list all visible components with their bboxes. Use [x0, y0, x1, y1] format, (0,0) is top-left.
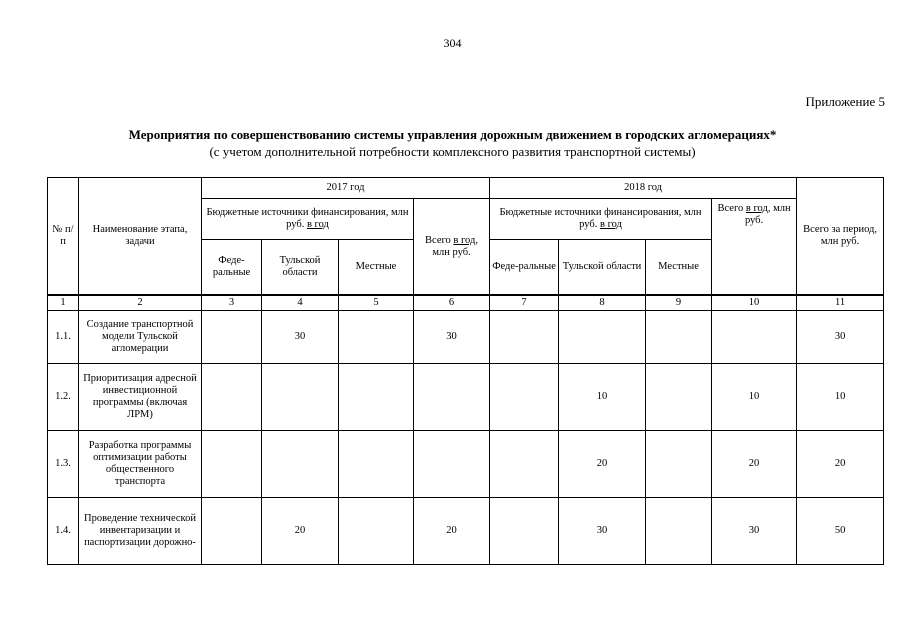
cell-local-2018: [646, 364, 712, 431]
cell-federal-2017: [202, 311, 262, 364]
header-total-2018-suffix: млн руб.: [744, 203, 791, 226]
header-tula-2018: Тульской области: [559, 240, 646, 296]
page-number: 304: [443, 36, 462, 50]
cell-grand-total: 50: [797, 498, 884, 565]
header-tula-2017: Тульской области: [262, 240, 339, 296]
table-row: [48, 431, 884, 498]
cell-grand-total: 20: [797, 431, 884, 498]
header-year-2018: 2018 год: [490, 178, 797, 199]
header-total-2017-prefix: Всего: [425, 234, 451, 246]
cell-total-2018: [712, 311, 797, 364]
appendix-label: Приложение 5: [805, 94, 885, 109]
header-budget-2018-in-year: в год: [599, 219, 622, 230]
column-number: 3: [202, 295, 262, 311]
header-federal-2017: Феде-ральные: [202, 240, 262, 296]
cell-total-2018: 10: [712, 364, 797, 431]
header-federal-2018: Феде-ральные: [490, 240, 559, 296]
cell-local-2017: [339, 364, 414, 431]
cell-total-2018: 30: [712, 498, 797, 565]
cell-tula-2017: 30: [262, 311, 339, 364]
column-number: 9: [646, 295, 712, 311]
cell-total-2017: [414, 364, 490, 431]
header-num: № п/п: [48, 178, 79, 296]
cell-tula-2017: 20: [262, 498, 339, 565]
cell-local-2018: [646, 498, 712, 565]
cell-federal-2017: [202, 364, 262, 431]
header-grand-total: Всего за период, млн руб.: [797, 178, 884, 296]
header-budget-2017: [202, 199, 414, 240]
table-row: [48, 311, 884, 364]
cell-tula-2018: 20: [559, 431, 646, 498]
header-total-2018-in-year: в год: [745, 203, 768, 214]
row-stage-name: Приоритизация адресной инвестиционной программы (включая ЛРМ): [79, 364, 202, 431]
cell-total-2018: 20: [712, 431, 797, 498]
cell-federal-2018: [490, 364, 559, 431]
row-stage-name: Создание транспортной модели Тульской агломерации: [79, 311, 202, 364]
row-num: 1.2.: [48, 364, 79, 431]
cell-tula-2017: [262, 431, 339, 498]
column-number: 8: [559, 295, 646, 311]
header-total-2018-prefix: Всего: [717, 203, 744, 214]
cell-total-2017: [414, 431, 490, 498]
column-number: 10: [712, 295, 797, 311]
row-num: 1.3.: [48, 431, 79, 498]
row-stage-name: Проведение технической инвентаризации и паспортизации дорожно-: [79, 498, 202, 565]
cell-grand-total: 10: [797, 364, 884, 431]
funding-table: [47, 177, 884, 565]
cell-grand-total: 30: [797, 311, 884, 364]
row-num: 1.4.: [48, 498, 79, 565]
row-num: 1.1.: [48, 311, 79, 364]
row-stage-name: Разработка программы оптимизации работы общественного транспорта: [79, 431, 202, 498]
column-number: 2: [79, 295, 202, 311]
cell-federal-2017: [202, 431, 262, 498]
table-row: [48, 498, 884, 565]
cell-local-2017: [339, 311, 414, 364]
cell-local-2018: [646, 431, 712, 498]
table-row: [48, 364, 884, 431]
header-total-2018: Всего в год, млн руб.: [712, 199, 797, 296]
column-number: 11: [797, 295, 884, 311]
cell-tula-2018: 10: [559, 364, 646, 431]
cell-federal-2018: [490, 311, 559, 364]
cell-tula-2017: [262, 364, 339, 431]
column-number: 7: [490, 295, 559, 311]
cell-total-2017: 30: [414, 311, 490, 364]
header-local-2017: Местные: [339, 240, 414, 296]
document-subtitle: (с учетом дополнительной потребности комплексного развития транспортной системы): [209, 144, 696, 159]
cell-federal-2018: [490, 498, 559, 565]
cell-tula-2018: [559, 311, 646, 364]
column-number: 6: [414, 295, 490, 311]
column-number: 5: [339, 295, 414, 311]
column-number: 1: [48, 295, 79, 311]
cell-federal-2018: [490, 431, 559, 498]
header-total-2017-suffix: млн руб.: [432, 246, 471, 258]
header-total-2017-in-year: в год: [453, 234, 476, 246]
header-budget-2017-in-year: в год: [306, 219, 329, 230]
cell-local-2018: [646, 311, 712, 364]
cell-tula-2018: 30: [559, 498, 646, 565]
header-local-2018: Местные: [646, 240, 712, 296]
header-year-2017: 2017 год: [202, 178, 490, 199]
header-budget-2018: [490, 199, 712, 240]
header-total-2017: Всего в год, млн руб.: [414, 199, 490, 296]
column-number: 4: [262, 295, 339, 311]
header-name: Наименование этапа, задачи: [79, 178, 202, 296]
cell-federal-2017: [202, 498, 262, 565]
header-budget-2017-text: Бюджетные источники финансирования, млн руб.: [206, 207, 409, 230]
cell-total-2017: 20: [414, 498, 490, 565]
cell-local-2017: [339, 431, 414, 498]
cell-local-2017: [339, 498, 414, 565]
column-number-row: [48, 295, 884, 311]
header-budget-2018-text: Бюджетные источники финансирования, млн руб.: [499, 207, 702, 230]
document-title: Мероприятия по совершенствованию системы управления дорожным движением в городских агломерациях*: [128, 127, 777, 142]
